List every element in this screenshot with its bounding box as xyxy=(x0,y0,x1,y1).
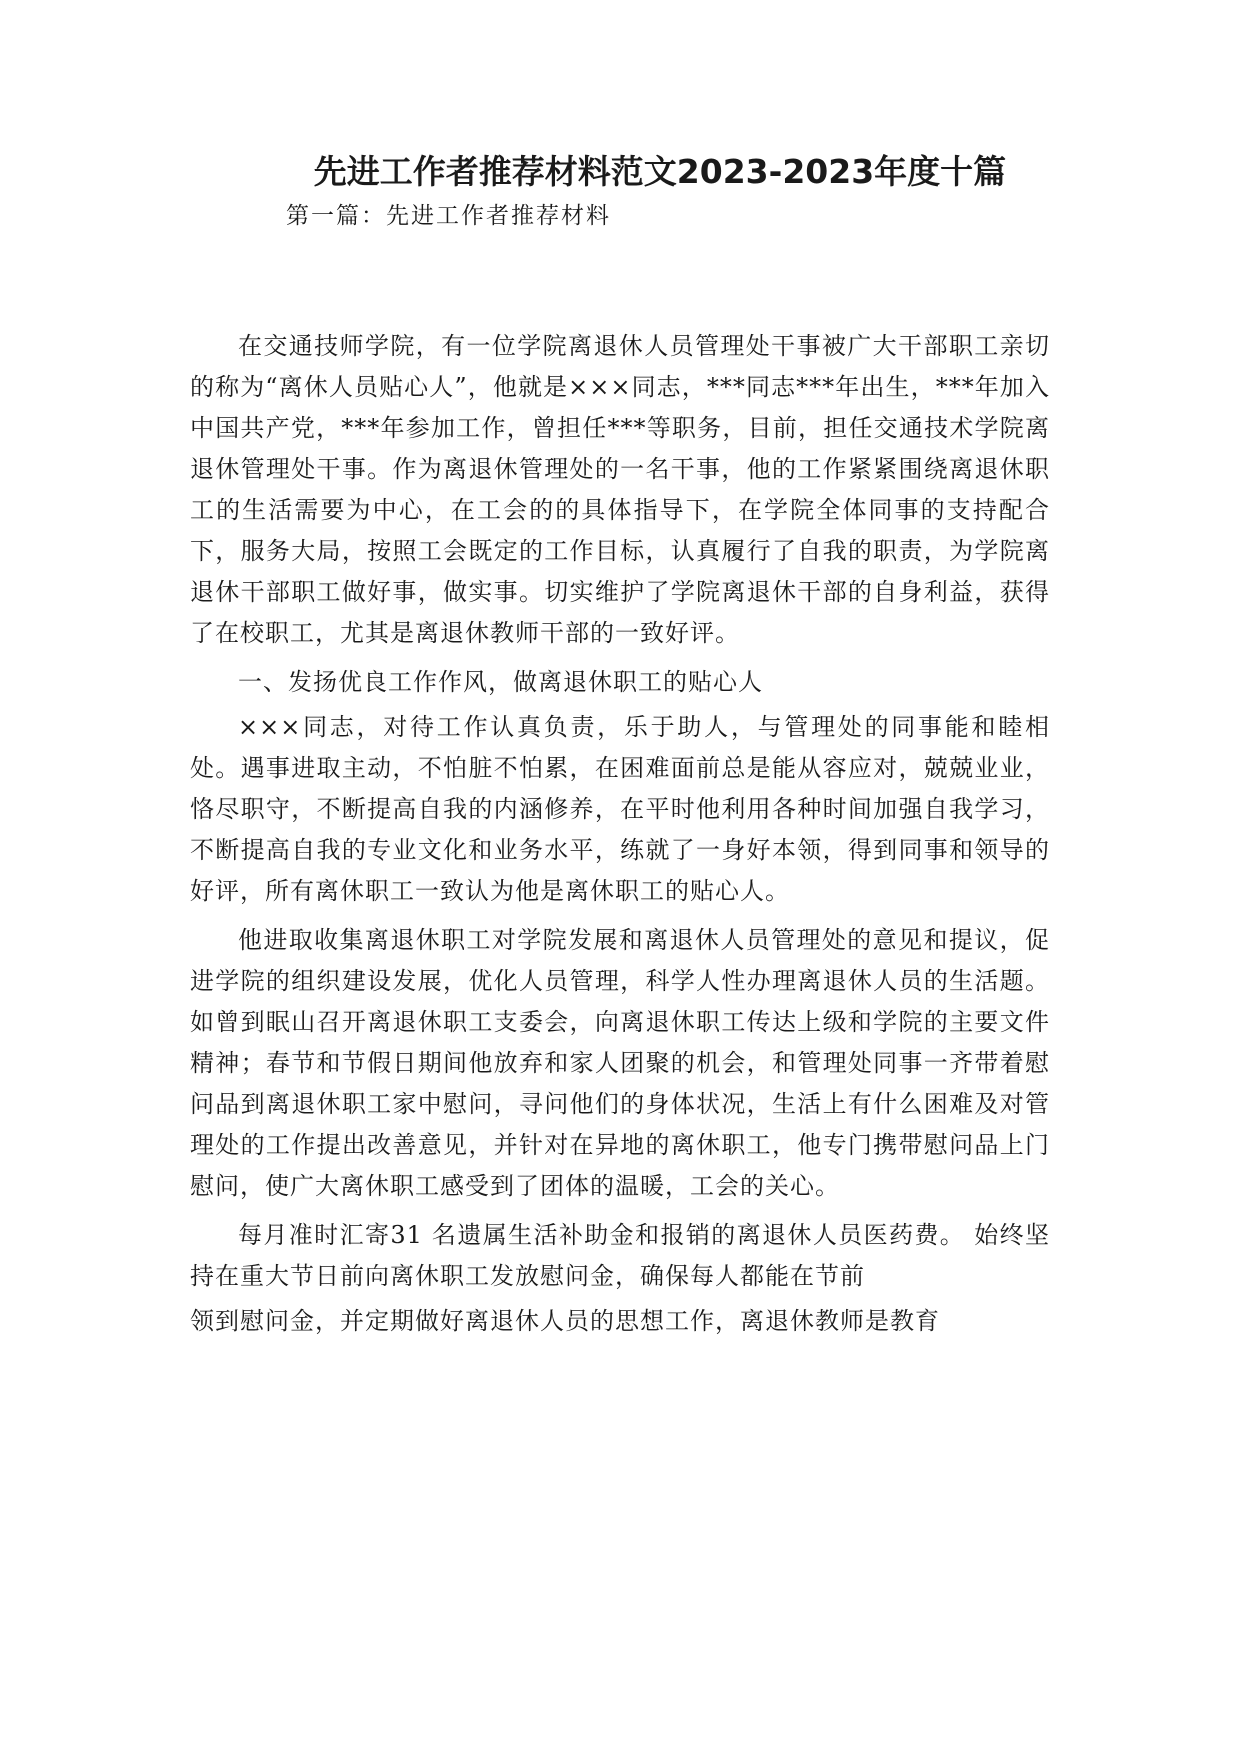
document-title: 先进工作者推荐材料范文2023-2023年度十篇 xyxy=(313,152,1007,191)
paragraph-work-style: ×××同志，对待工作认真负责，乐于助人，与管理处的同事能和睦相处。遇事进取主动，不怕脏不怕累，在困难面前总是能从容应对，兢兢业业，恪尽职守，不断提高自我的内涵修养，在平时他利用各种时间加强自我学习，不断提高自我的专业文化和业务水平，练就了一身好本领，得到同事和领导的好评，所有离休职工一致认为他是离休职工的贴心人。 xyxy=(190,713,1050,905)
document-subtitle: 第一篇：先进工作者推荐材料 xyxy=(286,203,611,229)
paragraph-suggestions: 他进取收集离退休职工对学院发展和离退休人员管理处的意见和提议，促进学院的组织建设发展，优化人员管理，科学人性办理离退休人员的生活题。如曾到眠山召开离退休职工支委会，向离退休职工传达上级和学院的主要文件精神；春节和节假日期间他放弃和家人团聚的机会，和管理处同事一齐带着慰问品到离退休职工家中慰问，寻问他们的身体状况，生活上有什么困难及对管理处的工作提出改善意见，并针对在异地的离休职工，他专门携带慰问品上门慰问，使广大离休职工感受到了团体的温暖，工会的关心。 xyxy=(190,926,1050,1200)
section-heading: 一、发扬优良工作作风，做离退休职工的贴心人 xyxy=(238,668,763,696)
paragraph-subsidy: 每月准时汇寄31 名遗属生活补助金和报销的离退休人员医药费。 始终坚持在重大节日前向离休职工发放慰问金，确保每人都能在节前 xyxy=(190,1221,1050,1290)
document-body xyxy=(190,326,1050,1350)
paragraph-intro: 在交通技师学院，有一位学院离退休人员管理处干事被广大干部职工亲切的称为“离休人员贴心人”，他就是×××同志，***同志***年出生，***年加入中国共产党，***年参加工作，曾担任***等职务，目前，担任交通技术学院离退休管理处干事。作为离退休管理处的一名干事，他的工作紧紧围绕离退休职工的生活需要为中心，在工会的的具体指导下，在学院全体同事的支持配合下，服务大局，按照工会既定的工作目标，认真履行了自我的职责，为学院离退休干部职工做好事，做实事。切实维护了学院离退休干部的自身利益，获得了在校职工，尤其是离退休教师干部的一致好评。 xyxy=(190,332,1050,647)
paragraph-continuation: 领到慰问金，并定期做好离退休人员的思想工作，离退休教师是教育 xyxy=(190,1307,940,1335)
